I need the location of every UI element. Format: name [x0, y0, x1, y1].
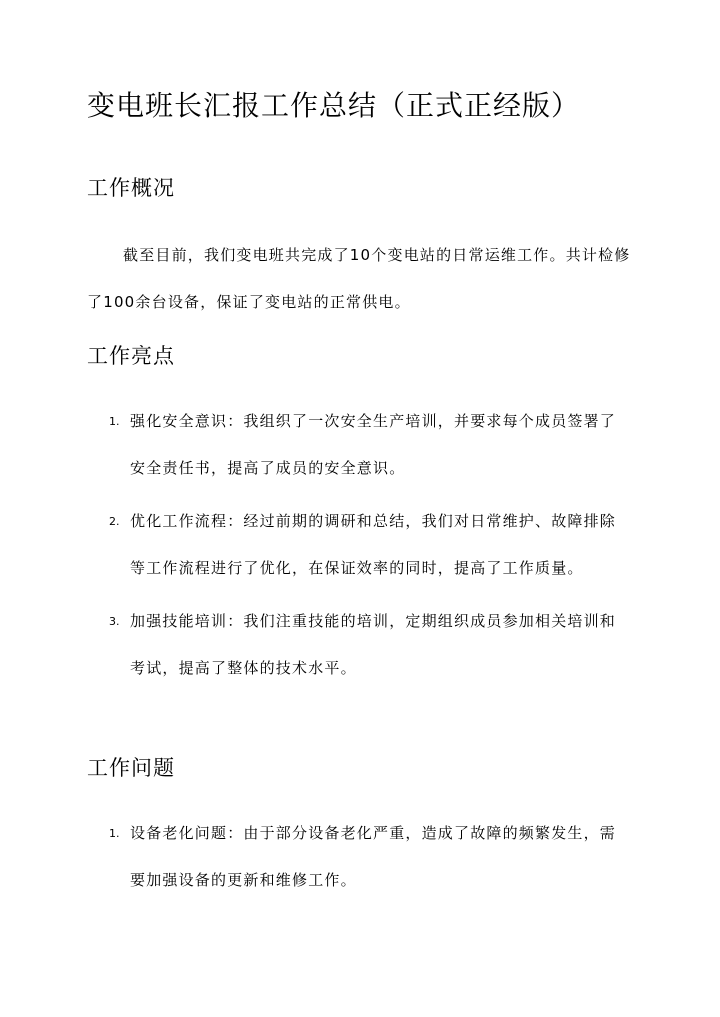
list-item-text: 加强技能培训：我们注重技能的培训，定期组织成员参加相关培训和考试，提高了整体的技术水平。 [130, 612, 617, 677]
list-item-text: 设备老化问题：由于部分设备老化严重，造成了故障的频繁发生，需要加强设备的更新和维修工作。 [130, 824, 617, 889]
list-item-text: 强化安全意识：我组织了一次安全生产培训，并要求每个成员签署了安全责任书，提高了成员的安全意识。 [130, 412, 617, 477]
list-item [87, 498, 632, 592]
list-item [87, 810, 632, 904]
list-item-text: 优化工作流程：经过前期的调研和总结，我们对日常维护、故障排除等工作流程进行了优化，在保证效率的同时，提高了工作质量。 [130, 512, 617, 577]
list-item [87, 398, 632, 492]
list-item-number: 1. [109, 415, 120, 428]
list-item [87, 598, 632, 692]
list-item-number: 1. [109, 827, 120, 840]
overview-paragraph: 截至目前，我们变电班共完成了10个变电站的日常运维工作。共计检修了100余台设备，保证了变电站的正常供电。 [87, 246, 631, 311]
section-heading-problems: 工作问题 [87, 756, 175, 780]
problems-list [87, 810, 632, 904]
section-heading-overview: 工作概况 [87, 176, 175, 200]
list-item-number: 2. [109, 515, 120, 528]
document-title: 变电班长汇报工作总结（正式正经版） [87, 89, 581, 122]
list-item-number: 3. [109, 615, 120, 628]
highlights-list [87, 398, 632, 692]
section-heading-highlights: 工作亮点 [87, 344, 175, 368]
